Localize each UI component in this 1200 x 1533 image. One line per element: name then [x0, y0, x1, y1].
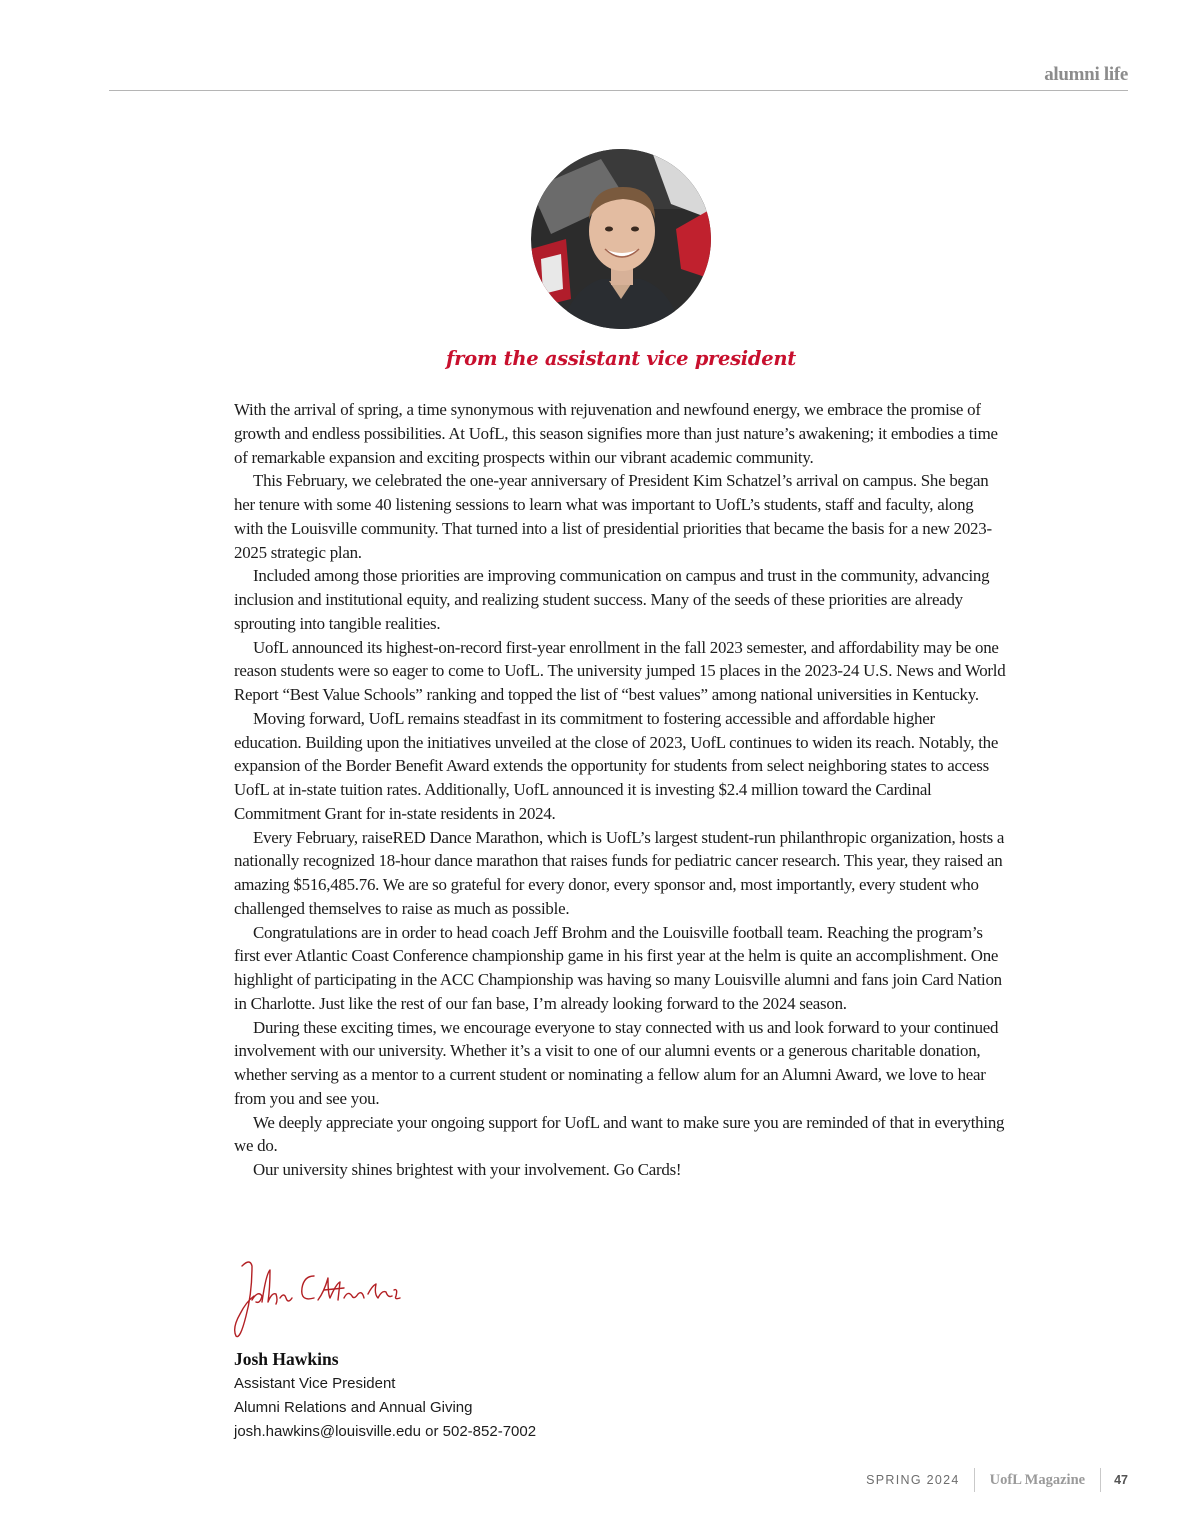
article-heading: from the assistant vice president	[446, 347, 796, 370]
section-label: alumni life	[1044, 64, 1128, 85]
handwritten-signature	[228, 1254, 418, 1349]
signer-title: Assistant Vice President	[234, 1375, 396, 1392]
body-paragraph: With the arrival of spring, a time synonymous with rejuvenation and newfound energy, we embrace the promise of growth and endless possibilities. At UofL, this season signifies more than just nature’s awakening; it embodies a time of remarkable expansion and exciting prospects within our vibrant academic community.	[234, 400, 998, 467]
author-portrait	[531, 149, 711, 329]
signer-contact: josh.hawkins@louisville.edu or 502-852-7002	[234, 1423, 537, 1440]
body-paragraph: Moving forward, UofL remains steadfast in its commitment to fostering accessible and affordable higher education. Building upon the initiatives unveiled at the close of 2023, UofL continues to widen its reach. Notably, the expansion of the Border Benefit Award extends the opportunity for students from select neighboring states to access UofL at in-state tuition rates. Additionally, UofL announced it is investing $2.4 million toward the Cardinal Commitment Grant for in-state residents in 2024.	[234, 708, 999, 823]
issue-season: SPRING 2024	[866, 1473, 960, 1487]
page-number: 47	[1114, 1473, 1128, 1487]
body-paragraph: During these exciting times, we encourage everyone to stay connected with us and look forward to your continued involvement with our university. Whether it’s a visit to one of our alumni events or a generous charitable donation, whether serving as a mentor to a current student or nominating a fellow alum for an Alumni Award, we love to hear from you and see you.	[234, 1017, 999, 1108]
body-paragraph: Congratulations are in order to head coach Jeff Brohm and the Louisville football team. Reaching the program’s first ever Atlantic Coast Conference championship game in his first year at the helm is quite an accomplishment. One highlight of participating in the ACC Championship was having so many Louisville alumni and fans join Card Nation in Charlotte. Just like the rest of our fan base, I’m already looking forward to the 2024 season.	[234, 922, 1002, 1013]
page-footer	[866, 1468, 1128, 1492]
body-paragraph: This February, we celebrated the one-year anniversary of President Kim Schatzel’s arrival on campus. She began her tenure with some 40 listening sessions to learn what was important to UofL’s students, staff and faculty, along with the Louisville community. That turned into a list of presidential priorities that became the basis for a new 2023-2025 strategic plan.	[234, 471, 992, 562]
signer-name: Josh Hawkins	[234, 1349, 339, 1369]
signer-department: Alumni Relations and Annual Giving	[234, 1399, 473, 1416]
body-paragraph: Our university shines brightest with your involvement. Go Cards!	[253, 1160, 682, 1179]
body-paragraph: Every February, raiseRED Dance Marathon, which is UofL’s largest student-run philanthropic organization, hosts a nationally recognized 18-hour dance marathon that raises funds for pediatric cancer research. This year, they raised an amazing $516,485.76. We are so grateful for every donor, every sponsor and, most importantly, every student who challenged themselves to raise as much as possible.	[234, 827, 1005, 918]
body-paragraph: UofL announced its highest-on-record first-year enrollment in the fall 2023 semester, and affordability may be one reason students were so eager to come to UofL. The university jumped 15 places in the 2023-24 U.S. News and World Report “Best Value Schools” ranking and topped the list of “best values” among national universities in Kentucky.	[234, 637, 1006, 704]
body-paragraph: We deeply appreciate your ongoing support for UofL and want to make sure you are reminded of that in everything we do.	[234, 1112, 1005, 1156]
header-rule	[109, 90, 1128, 91]
article-body	[234, 398, 1006, 1182]
body-paragraph: Included among those priorities are improving communication on campus and trust in the community, advancing inclusion and institutional equity, and realizing student success. Many of the seeds of these priorities are already sprouting into tangible realities.	[234, 566, 990, 633]
magazine-name: UofL Magazine	[989, 1471, 1086, 1488]
